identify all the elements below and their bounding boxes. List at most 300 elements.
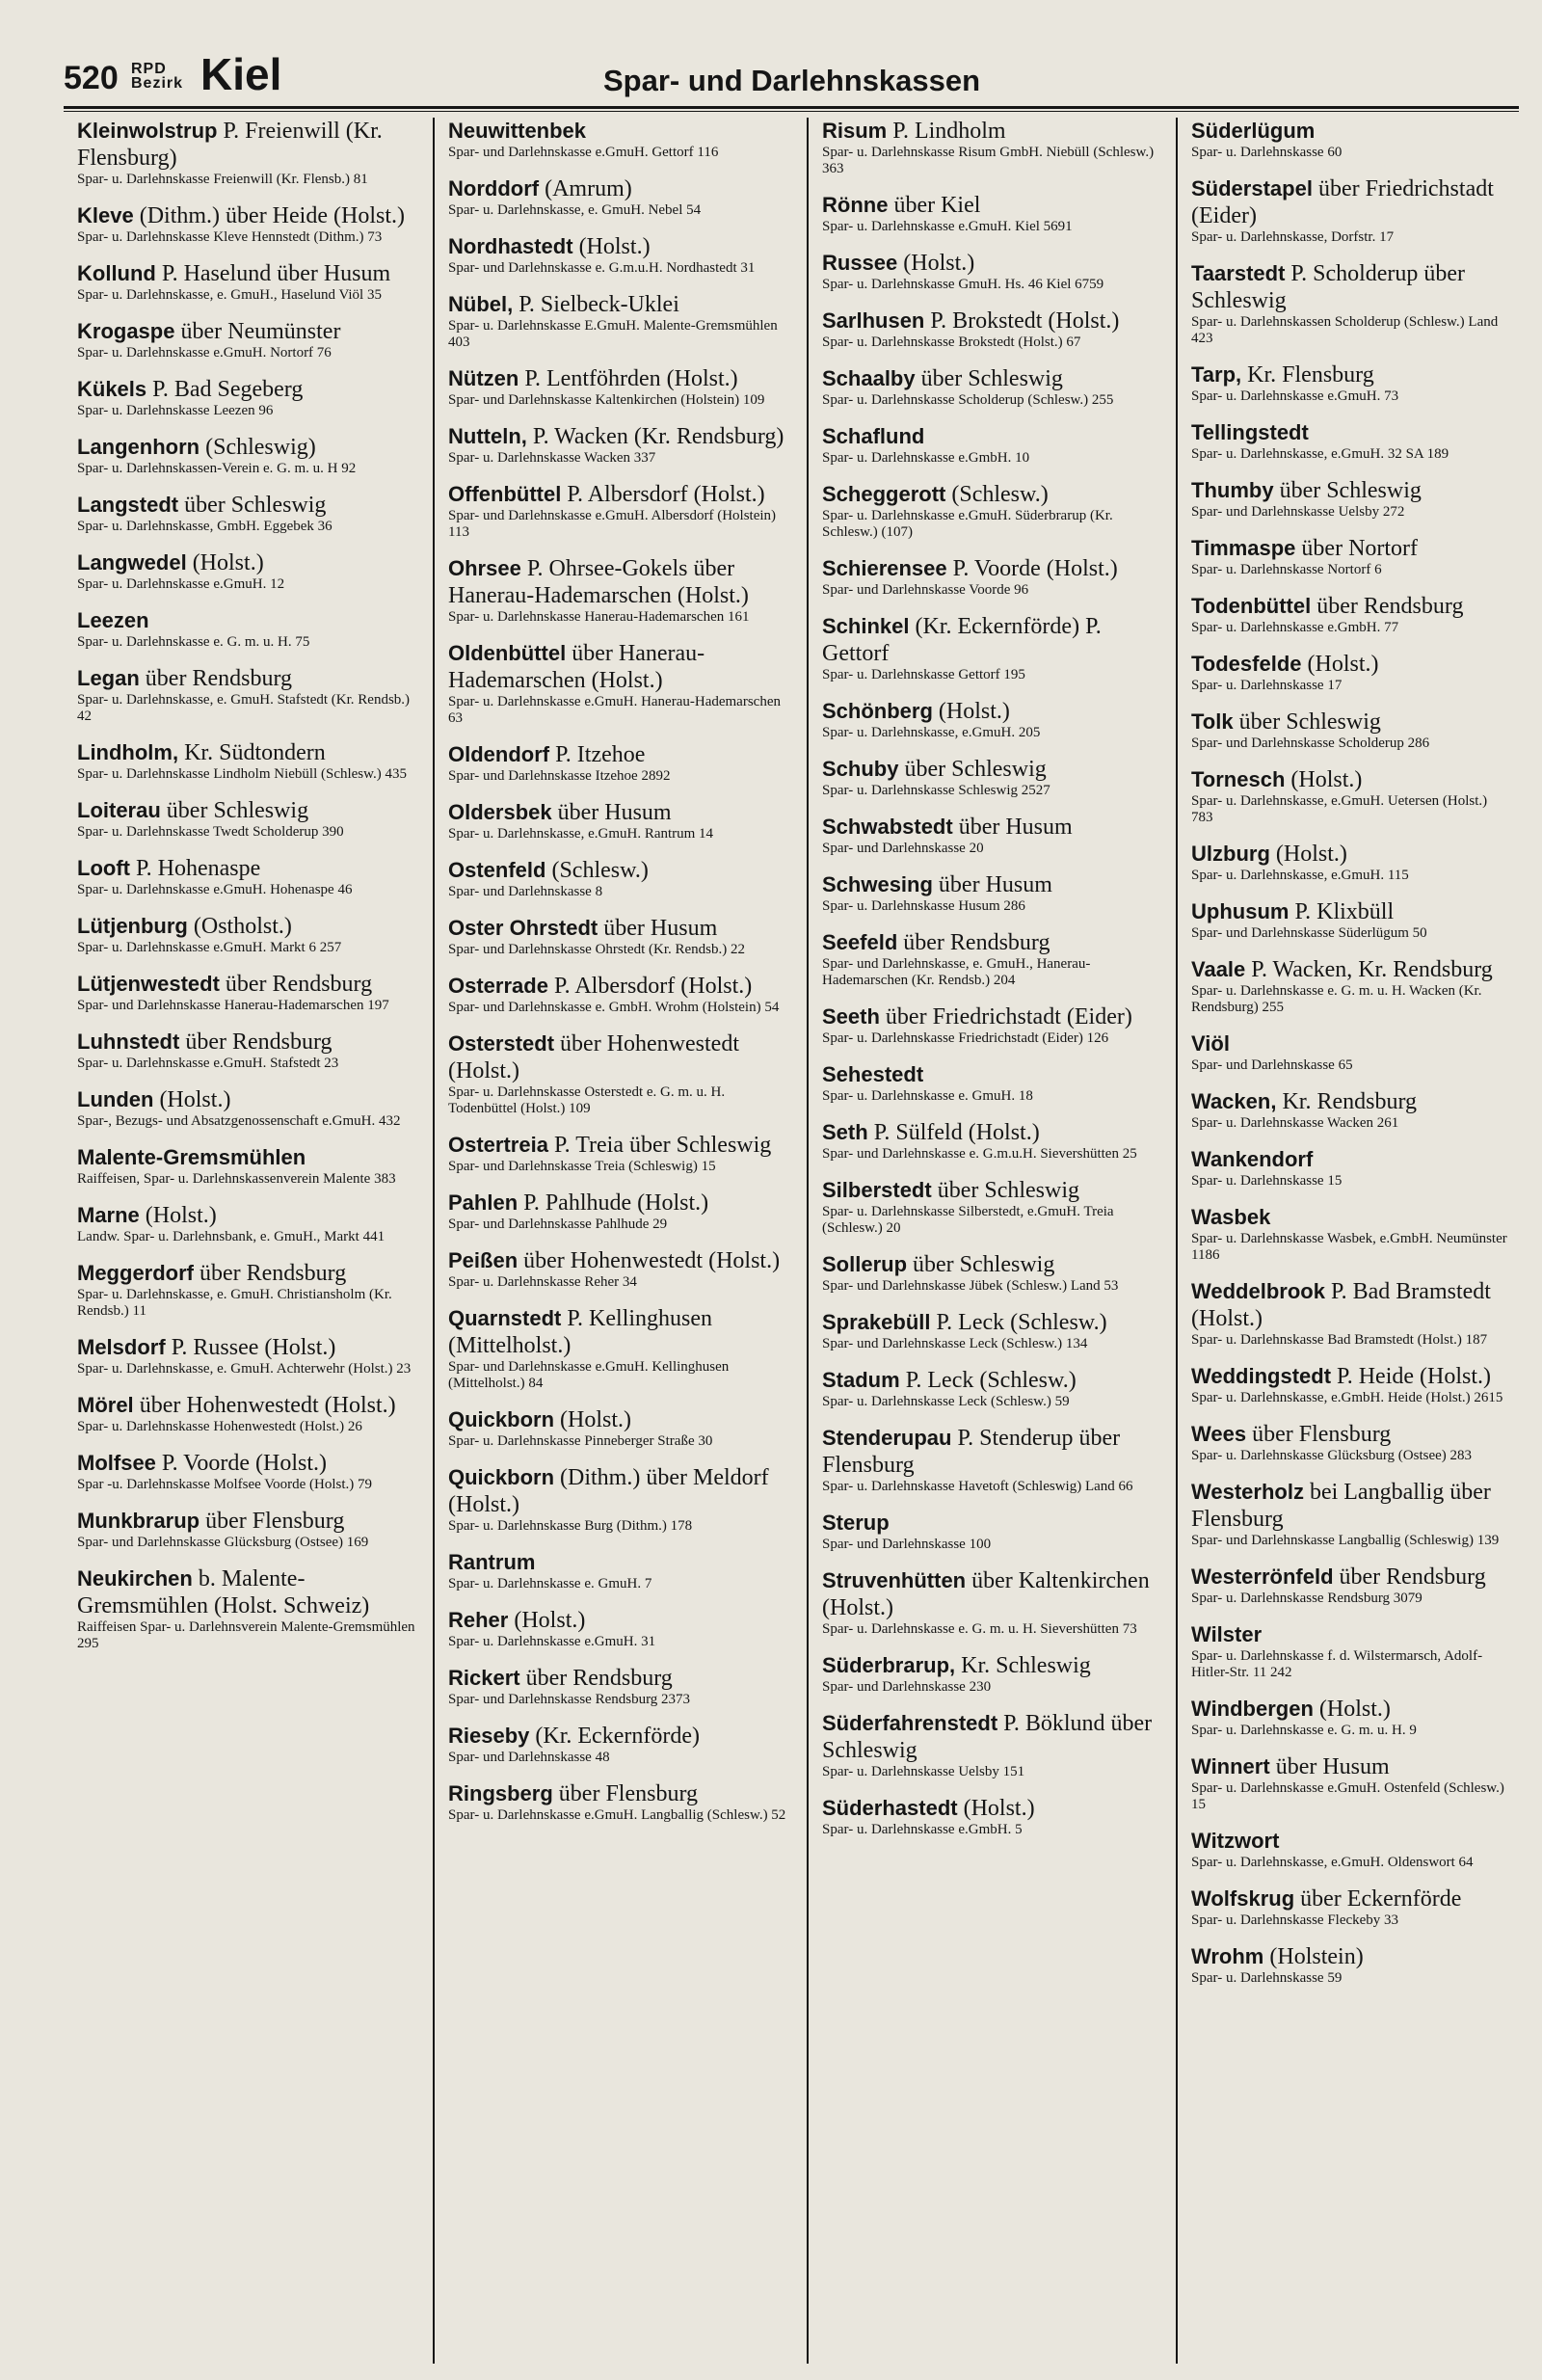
entry-place-name: Kükels	[77, 377, 147, 401]
entry-place-name: Rantrum	[448, 1550, 536, 1574]
entry-institution-line: Spar- und Darlehnskasse 20	[822, 841, 984, 856]
entry-place-name: Rönne	[822, 193, 889, 217]
entry-place-name: Schuby	[822, 757, 899, 781]
entry-place-name: Wrohm	[1191, 1944, 1264, 1968]
entry-place-line	[448, 799, 797, 826]
entry-postal-route: (Holstein)	[1269, 1944, 1364, 1969]
entry-postal-route: über Flensburg	[558, 1781, 699, 1806]
entry-place-name: Sarlhusen	[822, 308, 925, 333]
entry-place-line	[1191, 1753, 1509, 1780]
entry-place-line	[448, 365, 797, 392]
directory-entry	[822, 1251, 1166, 1295]
entry-place-name: Thumby	[1191, 478, 1274, 502]
entry-place-line	[822, 192, 1166, 219]
directory-entry	[77, 1029, 423, 1072]
entry-institution-line: Spar- u. Darlehnskasse Osterstedt e. G. m. u. H. Todenbüttel (Holst.) 109	[448, 1084, 726, 1116]
directory-entry	[822, 814, 1166, 857]
directory-entry	[77, 492, 423, 535]
entry-place-name: Windbergen	[1191, 1697, 1314, 1721]
entry-place-line	[822, 423, 1166, 450]
entry-place-line	[822, 308, 1166, 334]
entry-place-line	[1191, 175, 1509, 229]
directory-entry	[822, 929, 1166, 989]
entry-place-line	[448, 175, 797, 202]
entry-institution-line: Spar- u. Darlehnskasse Uelsby 151	[822, 1764, 1025, 1779]
entry-place-name: Uphusum	[1191, 899, 1289, 923]
entry-place-name: Winnert	[1191, 1754, 1270, 1778]
entry-place-line	[1191, 419, 1509, 446]
entry-institution-line: Spar- und Darlehnskasse Langballig (Schleswig) 139	[1191, 1533, 1500, 1548]
directory-entry	[1191, 1421, 1509, 1464]
entry-place-name: Nutteln,	[448, 424, 527, 448]
entry-postal-route: P. Hohenaspe	[135, 856, 261, 881]
entry-postal-route: b. Malente-Gremsmühlen (Holst. Schweiz)	[77, 1566, 370, 1618]
directory-entry	[448, 365, 797, 409]
entry-place-line	[77, 376, 423, 403]
entry-postal-route: über Rendsburg	[199, 1261, 347, 1286]
entry-institution-line: Spar- u. Darlehnskasse e.GmbH. 77	[1191, 620, 1399, 635]
directory-entry	[1191, 260, 1509, 347]
directory-entry	[77, 1334, 423, 1377]
directory-entry	[1191, 1479, 1509, 1549]
entry-place-name: Luhnstedt	[77, 1030, 180, 1054]
entry-place-name: Wacken,	[1191, 1089, 1277, 1113]
directory-entry	[77, 1086, 423, 1130]
entry-place-line	[77, 607, 423, 634]
directory-entry	[77, 1508, 423, 1551]
entry-institution-line: Spar- u. Darlehnskasse Wasbek, e.GmbH. Neumünster 1186	[1191, 1231, 1507, 1263]
entry-postal-route: P. Heide (Holst.)	[1337, 1364, 1492, 1389]
entry-postal-route: (Ostholst.)	[193, 914, 292, 939]
entry-postal-route: P. Wacken, Kr. Rendsburg	[1251, 957, 1493, 982]
entry-institution-line: Spar- u. Darlehnskasse Burg (Dithm.) 178	[448, 1518, 693, 1534]
entry-institution-line: Spar- u. Darlehnskassen-Verein e. G. m. u. H 92	[77, 461, 357, 476]
entry-place-name: Melsdorf	[77, 1335, 166, 1359]
entry-place-line	[448, 741, 797, 768]
entry-postal-route: über Rendsburg	[1316, 594, 1464, 619]
column-4	[1176, 118, 1519, 2364]
directory-entry	[77, 1450, 423, 1493]
entry-postal-route: P. Bad Bramstedt (Holst.)	[1191, 1279, 1491, 1331]
entry-place-line	[1191, 956, 1509, 983]
directory-entry	[77, 118, 423, 188]
entry-institution-line: Spar- und Darlehnskasse Kaltenkirchen (Holstein) 109	[448, 392, 765, 408]
entry-institution-line: Spar- u. Darlehnskasse, e. GmuH., Haselund Viöl 35	[77, 287, 382, 303]
entry-postal-route: P. Lindholm	[892, 119, 1006, 144]
entry-place-line	[448, 555, 797, 609]
entry-place-line	[77, 1565, 423, 1619]
entry-postal-route: über Rendsburg	[1339, 1564, 1486, 1590]
directory-entry	[77, 1144, 423, 1188]
directory-entry	[1191, 175, 1509, 246]
entry-place-name: Langenhorn	[77, 435, 200, 459]
entry-place-line	[77, 797, 423, 824]
entry-institution-line: Spar- u. Darlehnskasse 59	[1191, 1970, 1343, 1986]
entry-place-name: Wankendorf	[1191, 1147, 1314, 1171]
entry-place-line	[1191, 1621, 1509, 1648]
directory-entry	[1191, 1885, 1509, 1929]
directory-entry	[77, 434, 423, 477]
entry-institution-line: Spar- u. Darlehnskasse Silberstedt, e.GmuH. Treia (Schlesw.) 20	[822, 1204, 1114, 1236]
entry-place-name: Kollund	[77, 261, 156, 285]
directory-entry	[1191, 841, 1509, 884]
entry-postal-route: (Schlesw.)	[551, 858, 649, 883]
entry-place-line	[448, 1030, 797, 1084]
entry-postal-route: P. Haselund über Husum	[161, 261, 391, 286]
entry-institution-line: Spar- und Darlehnskasse e.GmuH. Gettorf 116	[448, 145, 719, 160]
entry-institution-line: Spar- u. Darlehnskasse e.GmbH. 10	[822, 450, 1030, 466]
entry-place-line	[822, 871, 1166, 898]
entry-place-name: Lütjenwestedt	[77, 972, 220, 996]
entry-place-name: Lütjenburg	[77, 914, 188, 938]
entry-institution-line: Spar-, Bezugs- und Absatzgenossenschaft e.GmuH. 432	[77, 1113, 401, 1129]
directory-entry	[822, 308, 1166, 351]
entry-postal-route: (Dithm.) über Meldorf (Holst.)	[448, 1465, 769, 1517]
entry-place-line	[77, 739, 423, 766]
entry-postal-route: P. Leck (Schlesw.)	[905, 1368, 1077, 1393]
directory-entry	[822, 1061, 1166, 1105]
entry-institution-line: Spar- u. Darlehnskasse, e.GmuH. Oldenswort 64	[1191, 1855, 1474, 1870]
entry-institution-line: Spar- u. Darlehnskasse e. G. m. u. H. Wacken (Kr. Rendsburg) 255	[1191, 983, 1482, 1015]
directory-entry	[448, 1464, 797, 1535]
entry-postal-route: (Schlesw.)	[951, 482, 1049, 507]
entry-postal-route: (Kr. Eckernförde) P. Gettorf	[822, 614, 1102, 666]
entry-institution-line: Spar- u. Darlehnskasse e.GmuH. Ostenfeld (Schlesw.) 15	[1191, 1780, 1504, 1812]
entry-place-name: Süderhastedt	[822, 1796, 958, 1820]
entry-institution-line: Spar- u. Darlehnskasse e.GmuH. Süderbrarup (Kr. Schlesw.) (107)	[822, 508, 1113, 540]
entry-place-line	[448, 1780, 797, 1807]
entry-postal-route: P. Scholderup über Schleswig	[1191, 261, 1466, 313]
entry-place-name: Lunden	[77, 1087, 154, 1111]
entry-postal-route: P. Wacken (Kr. Rendsburg)	[532, 424, 784, 449]
directory-entry	[1191, 1696, 1509, 1739]
directory-entry	[77, 1202, 423, 1245]
entry-place-name: Ostenfeld	[448, 858, 546, 882]
directory-entry	[77, 665, 423, 725]
entry-institution-line: Spar- u. Darlehnskasse Reher 34	[448, 1274, 637, 1290]
entry-institution-line: Spar- u. Darlehnskasse, GmbH. Eggebek 36	[77, 519, 332, 534]
entry-postal-route: (Holst.)	[145, 1203, 217, 1228]
directory-entry	[77, 1260, 423, 1320]
entry-place-name: Sprakebüll	[822, 1310, 931, 1334]
entry-institution-line: Spar- u. Darlehnskasse, e. GmuH. Nebel 54	[448, 202, 702, 218]
entry-postal-route: Kr. Flensburg	[1247, 362, 1374, 388]
entry-place-line	[822, 1119, 1166, 1146]
entry-place-line	[1191, 1564, 1509, 1591]
directory-entry	[77, 549, 423, 593]
rpd-label	[131, 62, 183, 91]
entry-place-line	[1191, 651, 1509, 678]
entry-place-name: Osterstedt	[448, 1031, 555, 1056]
entry-postal-route: über Flensburg	[205, 1509, 345, 1534]
directory-entry	[822, 698, 1166, 741]
region-name: Kiel	[200, 49, 282, 99]
entry-postal-route: (Holst.)	[159, 1087, 231, 1112]
entry-place-line	[1191, 477, 1509, 504]
entry-place-name: Scheggerott	[822, 482, 946, 506]
entry-institution-line: Spar- u. Darlehnskasse f. d. Wilstermarsch, Adolf-Hitler-Str. 11 242	[1191, 1648, 1483, 1680]
directory-entry	[822, 756, 1166, 799]
entry-place-line	[822, 1251, 1166, 1278]
entry-institution-line: Spar -u. Darlehnskasse Molfsee Voorde (Holst.) 79	[77, 1477, 373, 1492]
entry-postal-route: über Hanerau-Hademarschen (Holst.)	[448, 641, 705, 693]
column-2	[433, 118, 807, 2364]
directory-entry	[77, 1565, 423, 1652]
entry-institution-line: Spar- u. Darlehnskasse Lindholm Niebüll (Schlesw.) 435	[77, 766, 407, 782]
entry-postal-route: über Schleswig	[1279, 478, 1422, 503]
entry-place-line	[1191, 766, 1509, 793]
entry-place-name: Munkbrarup	[77, 1509, 200, 1533]
entry-place-line	[448, 640, 797, 694]
entry-postal-route: über Schleswig	[937, 1178, 1080, 1203]
entry-institution-line: Spar- u. Darlehnskasse e.GmuH. Stafstedt 23	[77, 1056, 339, 1071]
entry-postal-route: über Neumünster	[180, 319, 341, 344]
entry-place-line	[448, 1665, 797, 1692]
directory-entry	[1191, 419, 1509, 463]
entry-institution-line: Spar- u. Darlehnskasse e. G. m. u. H. 9	[1191, 1723, 1417, 1738]
entry-place-name: Neukirchen	[77, 1566, 193, 1591]
entry-place-name: Schaalby	[822, 366, 916, 390]
entry-institution-line: Spar- u. Darlehnskasse e. GmuH. 18	[822, 1088, 1033, 1104]
entry-place-line	[822, 1061, 1166, 1088]
entry-place-name: Süderbrarup,	[822, 1653, 956, 1677]
entry-postal-route: über Husum	[958, 815, 1073, 840]
entry-institution-line: Spar- u. Darlehnskasse e.GmuH. Markt 6 257	[77, 940, 342, 955]
entry-place-line	[448, 1406, 797, 1433]
directory-entry	[822, 1425, 1166, 1495]
entry-institution-line: Spar- u. Darlehnskasse e. G. m. u. H. 75	[77, 634, 310, 650]
entry-postal-route: (Holst.)	[963, 1796, 1035, 1821]
entry-place-name: Ostertreia	[448, 1133, 548, 1157]
entry-postal-route: P. Sielbeck-Uklei	[518, 292, 679, 317]
directory-entry	[1191, 1146, 1509, 1190]
directory-entry	[822, 1652, 1166, 1696]
directory-entry	[1191, 593, 1509, 636]
entry-postal-route: über Rendsburg	[525, 1666, 673, 1691]
entry-place-line	[77, 1450, 423, 1477]
directory-entry	[77, 260, 423, 304]
entry-place-name: Ringsberg	[448, 1781, 553, 1805]
entry-institution-line: Spar- und Darlehnskasse Süderlügum 50	[1191, 925, 1427, 941]
directory-entry	[1191, 1753, 1509, 1813]
entry-institution-line: Spar- u. Darlehnskasse Brokstedt (Holst.) 67	[822, 334, 1081, 350]
directory-entry	[1191, 1030, 1509, 1074]
rpd-text: RPD	[131, 61, 167, 77]
entry-place-line	[1191, 1146, 1509, 1173]
page-number: 520	[64, 60, 119, 96]
entry-place-name: Süderstapel	[1191, 176, 1313, 201]
entry-institution-line: Spar- u. Darlehnskasse GmuH. Hs. 46 Kiel 6759	[822, 277, 1104, 292]
entry-place-line	[1191, 1943, 1509, 1970]
entry-institution-line: Spar- und Darlehnskasse Scholderup 286	[1191, 735, 1430, 751]
entry-institution-line: Spar- u. Darlehnskasse 17	[1191, 678, 1343, 693]
entry-institution-line: Spar- u. Darlehnskasse, e. GmuH. Stafstedt (Kr. Rendsb.) 42	[77, 692, 411, 724]
bezirk-text: Bezirk	[131, 75, 184, 92]
directory-entry	[448, 1665, 797, 1708]
entry-place-name: Wasbek	[1191, 1205, 1271, 1229]
directory-entry	[448, 1247, 797, 1291]
directory-entry	[448, 1723, 797, 1766]
entry-postal-route: P. Sülfeld (Holst.)	[873, 1120, 1040, 1145]
entry-institution-line: Spar- u. Darlehnskasse Freienwill (Kr. Flensb.) 81	[77, 172, 368, 187]
entry-place-name: Schaflund	[822, 424, 925, 448]
directory-entry	[448, 233, 797, 277]
entry-place-line	[1191, 1030, 1509, 1057]
entry-place-name: Vaale	[1191, 957, 1246, 981]
entry-institution-line: Spar- u. Darlehnskasse Friedrichstadt (Eider) 126	[822, 1030, 1109, 1046]
entry-institution-line: Spar- u. Darlehnskasse Twedt Scholderup 390	[77, 824, 344, 840]
directory-entry	[1191, 898, 1509, 942]
entry-institution-line: Spar- und Darlehnskasse Leck (Schlesw.) 134	[822, 1336, 1088, 1351]
directory-entry	[1191, 651, 1509, 694]
directory-entry	[822, 1510, 1166, 1553]
entry-place-name: Langstedt	[77, 493, 179, 517]
directory-entry	[448, 1406, 797, 1450]
directory-entry	[822, 250, 1166, 293]
entry-postal-route: über Rendsburg	[145, 666, 292, 691]
entry-institution-line: Spar- und Darlehnskasse 8	[448, 884, 603, 899]
entry-postal-route: über Friedrichstadt (Eider)	[885, 1004, 1132, 1030]
entry-place-line	[1191, 898, 1509, 925]
entry-postal-route: über Rendsburg	[185, 1030, 332, 1055]
entry-place-line	[448, 1607, 797, 1634]
entry-postal-route: über Schleswig	[1238, 709, 1381, 735]
entry-postal-route: P. Itzehoe	[555, 742, 646, 767]
directory-entry	[448, 1780, 797, 1824]
page-header	[64, 42, 1519, 100]
entry-place-line	[77, 913, 423, 940]
entry-place-name: Timmaspe	[1191, 536, 1296, 560]
directory-entry	[77, 1392, 423, 1435]
entry-postal-route: über Hohenwestedt (Holst.)	[523, 1248, 781, 1273]
directory-entry	[1191, 956, 1509, 1016]
entry-place-name: Leezen	[77, 608, 149, 632]
directory-entry	[77, 971, 423, 1014]
entry-institution-line: Spar- u. Darlehnskasse Hanerau-Hademarschen 161	[448, 609, 750, 625]
entry-place-line	[77, 1508, 423, 1535]
directory-entry	[1191, 1828, 1509, 1871]
entry-place-line	[1191, 1479, 1509, 1533]
directory-entry	[1191, 1204, 1509, 1264]
directory-entry	[448, 1305, 797, 1392]
entry-postal-route: P. Albersdorf (Holst.)	[567, 482, 765, 507]
entry-place-line	[1191, 1421, 1509, 1448]
entry-postal-route: über Husum	[603, 916, 718, 941]
entry-place-name: Oldenbüttel	[448, 641, 567, 665]
entry-place-name: Loiterau	[77, 798, 161, 822]
entry-institution-line: Spar- u. Darlehnskasse Hohenwestedt (Holst.) 26	[77, 1419, 362, 1434]
column-3	[807, 118, 1176, 2364]
entry-institution-line: Spar- und Darlehnskasse Glücksburg (Ostsee) 169	[77, 1535, 369, 1550]
entry-institution-line: Spar- u. Darlehnskasse, e.GmuH. Rantrum 14	[448, 826, 714, 842]
directory-entry	[448, 481, 797, 541]
directory-entry	[77, 376, 423, 419]
entry-place-line	[1191, 1363, 1509, 1390]
entry-place-name: Tellingstedt	[1191, 420, 1309, 444]
entry-postal-route: P. Bad Segeberg	[152, 377, 304, 402]
entry-place-name: Sehestedt	[822, 1062, 924, 1086]
entry-place-line	[448, 233, 797, 260]
entry-postal-route: (Holst.)	[1290, 767, 1363, 792]
entry-institution-line: Spar- u. Darlehnskasse 60	[1191, 145, 1343, 160]
entry-place-name: Seefeld	[822, 930, 898, 954]
directory-entry	[1191, 1278, 1509, 1349]
directory-entry	[448, 1132, 797, 1175]
entry-place-line	[448, 1190, 797, 1217]
entry-institution-line: Spar- u. Darlehnskasse E.GmuH. Malente-Gremsmühlen 403	[448, 318, 778, 350]
entry-place-line	[822, 481, 1166, 508]
entry-institution-line: Spar- u. Darlehnskasse Leezen 96	[77, 403, 274, 418]
entry-place-line	[822, 1425, 1166, 1479]
directory-entry	[822, 192, 1166, 235]
entry-place-line	[822, 1003, 1166, 1030]
header-rule	[64, 106, 1519, 109]
entry-place-line	[822, 118, 1166, 145]
entry-place-name: Schierensee	[822, 556, 947, 580]
entry-institution-line: Spar- und Darlehnskasse e. GmbH. Wrohm (Holstein) 54	[448, 1000, 780, 1015]
entry-institution-line: Spar- u. Darlehnskasse Wacken 337	[448, 450, 656, 466]
entry-place-line	[77, 318, 423, 345]
entry-place-line	[448, 915, 797, 942]
entry-postal-route: P. Kellinghusen (Mittelholst.)	[448, 1306, 713, 1358]
entry-place-line	[77, 1334, 423, 1361]
directory-entry	[448, 973, 797, 1016]
entry-place-name: Meggerdorf	[77, 1261, 194, 1285]
entry-institution-line: Spar- u. Darlehnskasse Kleve Hennstedt (Dithm.) 73	[77, 229, 383, 245]
entry-postal-route: über Friedrichstadt (Eider)	[1191, 176, 1494, 228]
entry-postal-route: Kr. Schleswig	[961, 1653, 1091, 1678]
entry-place-name: Westerrönfeld	[1191, 1564, 1334, 1589]
entry-institution-line: Spar- u. Darlehnskasse Husum 286	[822, 898, 1025, 914]
entry-institution-line: Spar- und Darlehnskasse e. G.m.u.H. Sievershütten 25	[822, 1146, 1137, 1162]
entry-postal-route: P. Lentföhrden (Holst.)	[524, 366, 738, 391]
entry-postal-route: Kr. Rendsburg	[1282, 1089, 1418, 1114]
entry-place-line	[1191, 118, 1509, 145]
directory-entry	[448, 1030, 797, 1117]
directory-entry	[822, 1710, 1166, 1780]
directory-entry	[822, 613, 1166, 683]
directory-entry	[1191, 477, 1509, 521]
entry-place-name: Pahlen	[448, 1190, 518, 1215]
directory-entry	[822, 365, 1166, 409]
entry-place-line	[1191, 1088, 1509, 1115]
entry-place-line	[77, 202, 423, 229]
entry-postal-route: (Schleswig)	[205, 435, 316, 460]
directory-entry	[77, 318, 423, 361]
header-rule-thin	[64, 111, 1519, 112]
entry-postal-route: (Holst.)	[903, 251, 975, 276]
entry-place-name: Süderfahrenstedt	[822, 1711, 998, 1735]
directory-entry	[77, 913, 423, 956]
directory-entry	[77, 607, 423, 651]
entry-institution-line: Raiffeisen, Spar- u. Darlehnskassenverein Malente 383	[77, 1171, 396, 1187]
entry-institution-line: Spar- und Darlehnskasse Voorde 96	[822, 582, 1029, 598]
directory-entry	[1191, 1564, 1509, 1607]
entry-postal-route: über Husum	[557, 800, 672, 825]
entry-postal-route: über Rendsburg	[903, 930, 1050, 955]
entry-postal-route: P. Freienwill (Kr. Flensburg)	[77, 119, 383, 171]
entry-institution-line: Spar- u. Darlehnskasse e.GmuH. Langballig (Schlesw.) 52	[448, 1807, 786, 1823]
entry-institution-line: Spar- u. Darlehnskasse, e.GmuH. 32 SA 189	[1191, 446, 1449, 462]
entry-place-name: Risum	[822, 119, 888, 143]
entry-institution-line: Spar- u. Darlehnskasse 15	[1191, 1173, 1343, 1189]
entry-institution-line: Spar- u. Darlehnskasse, e. GmuH. Christiansholm (Kr. Rendsb.) 11	[77, 1287, 392, 1319]
directory-entry	[448, 1607, 797, 1650]
entry-place-line	[77, 855, 423, 882]
directory-entry	[77, 855, 423, 898]
entry-place-line	[77, 665, 423, 692]
entry-place-name: Süderlügum	[1191, 119, 1316, 143]
